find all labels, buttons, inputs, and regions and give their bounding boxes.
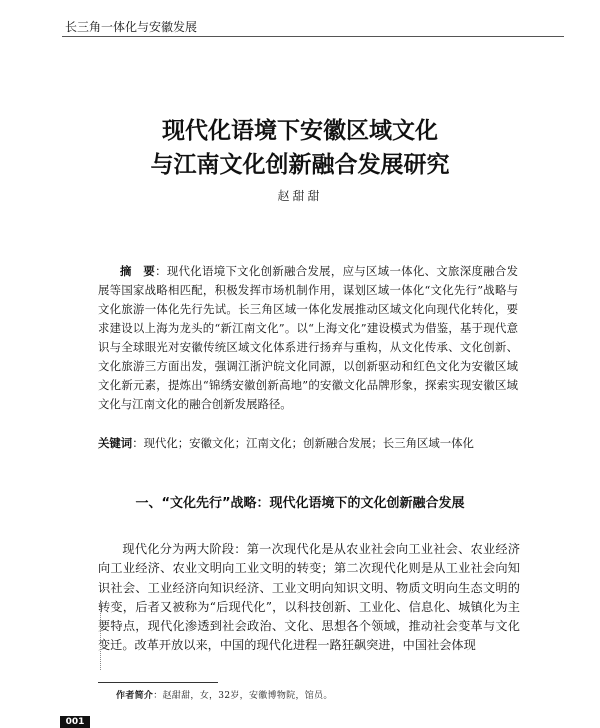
author-name: 赵甜甜 bbox=[277, 189, 323, 203]
footnote-text: ：赵甜甜，女，32岁，安徽博物院，馆员。 bbox=[153, 691, 333, 701]
page-number: 001 bbox=[60, 716, 90, 728]
author-footnote bbox=[116, 688, 333, 701]
section-heading: 一、“文化先行”战略：现代化语境下的文化创新融合发展 bbox=[135, 496, 465, 511]
abstract-text: ：现代化语境下文化创新融合发展，应与区域一体化、文旅深度融合发展等国家战略相匹配，积极发挥市场机制作用，谋划区域一体化“文化先行”战略与文化旅游一体化先行先试。长三角区域一体化发展推动区域文化向现代化转化，要求建设以上海为龙头的“新江南文化”。以“上海文化”建设模式为借鉴，基于现代意识与全球眼光对安徽传统区域文化体系进行扬弃与重构，从文化传承、文化创新、文化旅游三方面出发，强调江浙沪皖文化同源，以创新驱动和红色文化为安徽区域文化新元素，提炼出“锦绣安徽创新高地”的安徽文化品牌形象，探索实现安徽区域文化与江南文化的融合创新发展路径。 bbox=[98, 264, 518, 411]
title-line-2: 与江南文化创新融合发展研究 bbox=[150, 151, 450, 178]
body-text bbox=[98, 540, 520, 656]
keywords-text: ：现代化；安徽文化；江南文化；创新融合发展；长三角区域一体化 bbox=[132, 436, 474, 450]
footnote-label: 作者简介 bbox=[116, 691, 154, 701]
scan-artifact-line bbox=[100, 600, 102, 670]
footnote-rule bbox=[98, 682, 218, 683]
title-line-1: 现代化语境下安徽区域文化 bbox=[162, 117, 438, 144]
keywords bbox=[98, 434, 528, 453]
abstract bbox=[98, 262, 518, 414]
article-title bbox=[0, 114, 600, 182]
abstract-label: 摘 要 bbox=[120, 264, 156, 278]
running-header: 长三角一体化与安徽发展 bbox=[62, 18, 200, 37]
keywords-label: 关键词 bbox=[98, 436, 133, 450]
body-paragraph: 现代化分为两大阶段：第一次现代化是从农业社会向工业社会、农业经济向工业经济、农业文明向工业文明的转变；第二次现代化则是从工业社会向知识社会、工业经济向知识经济、工业文明向知识文明、物质文明向生态文明的转变，后者又被称为“后现代化”，以科技创新、工业化、信息化、城镇化为主要特点，现代化渗透到社会政治、文化、思想各个领域，推动社会变革与文化变迁。改革开放以来，中国的现代化进程一路狂飙突进，中国社会体现 bbox=[98, 542, 520, 653]
header-rule bbox=[62, 36, 564, 37]
